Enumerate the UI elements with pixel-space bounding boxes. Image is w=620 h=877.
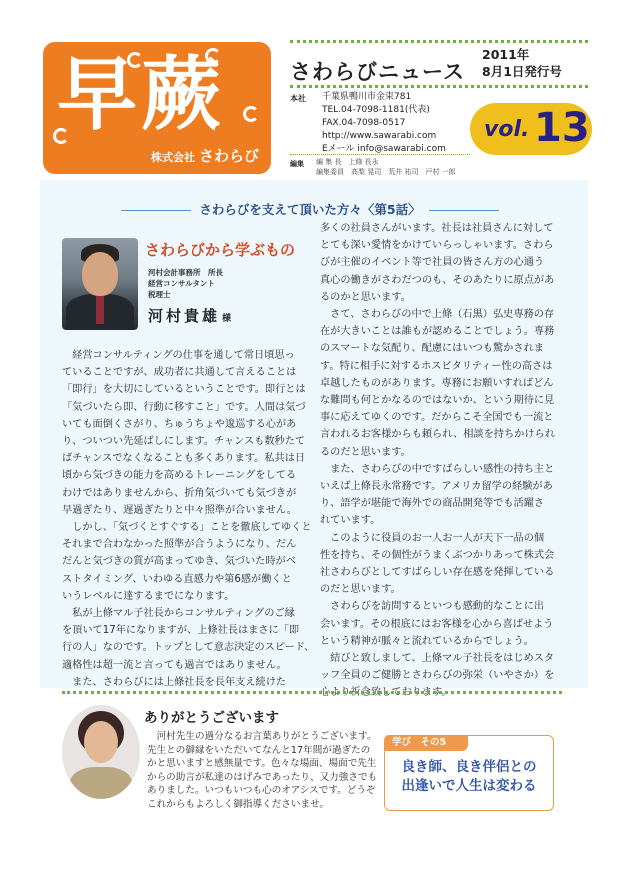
- editor-block: [316, 157, 456, 177]
- header-dotted-rule-editor: [290, 154, 470, 155]
- article-column-right: [320, 220, 555, 702]
- author-name: [148, 305, 231, 326]
- lesson-box: [384, 735, 554, 811]
- section-dotted-rule: [62, 691, 562, 694]
- article-line: いえば上條長永常務です。アメリカ留学の経験があ: [320, 481, 553, 493]
- article-line: さわらびを訪問するといつも感動的なことに出: [320, 601, 545, 613]
- section-title-text: さわらびを支えて頂いた方々〈第5話〉: [199, 202, 421, 217]
- article-line: 経営コンサルティングの仕事を通して常日頃思っ: [62, 350, 295, 361]
- issue-year: 2011年: [482, 47, 530, 62]
- lesson-tab: 学び その5: [384, 735, 468, 751]
- contact-fax: FAX.04-7098-0517: [322, 118, 406, 128]
- issue-day: 8月1日発行号: [482, 64, 562, 79]
- reply-line: 先生との御縁をいただいてなんと17年間が過ぎたの: [147, 744, 371, 756]
- header-dotted-rule-middle: [290, 85, 588, 88]
- article-line: わけではありませんから、折角気づいても気づきが: [62, 487, 297, 499]
- article-line: 在が大きいことは誰もが認めることでしょう。専務: [320, 326, 555, 338]
- contact-tel: TEL.04-7098-1181(代表): [322, 105, 430, 115]
- reply-line: 河村先生の過分なるお言葉ありがとうございます。: [147, 731, 377, 742]
- article-line: ストタイミング、いわゆる直感力や第6感が働くと: [62, 573, 292, 585]
- company-name: [151, 145, 259, 166]
- author-name-text: 河村貴雄: [148, 307, 221, 325]
- article-line: 結びと致しまして、上條マル子社長をはじめスタ: [320, 653, 555, 665]
- article-line: 卓越したものがあります。専務にお願いすればどん: [320, 377, 554, 389]
- profile-line: 税理士: [148, 290, 171, 299]
- editor-members: 編集委員 高梨 晃司 荒井 祐司 戸村 一郎: [316, 168, 456, 176]
- article-line: り、語学が堪能で海外での商品開発等でも活躍さ: [320, 498, 545, 510]
- article-line: それまで合わなかった照準が合うようになり、だん: [62, 539, 297, 551]
- article-line: 頃から気づきの能力を高めるトレーニングをしてる: [62, 470, 297, 482]
- article-line: を頂いて17年になりますが、上條社長はまさに「即: [62, 625, 300, 637]
- article-line: 行の人」なのです。トップとして意志決定のスピード、: [62, 642, 315, 654]
- logo-title: 早蕨: [57, 47, 225, 141]
- header-dotted-rule-top: [290, 40, 588, 43]
- article-line: いうレベルに達するまでになります。: [62, 590, 235, 602]
- photo-face: [82, 252, 118, 296]
- article-line: 多くの社員さんがいます。社長は社員さんに対して: [320, 223, 554, 234]
- author-profile: [148, 267, 223, 300]
- article-line: とても深い愛情をかけていらっしゃいます。さわら: [320, 240, 554, 252]
- article-line: るのかと思います。: [320, 291, 411, 303]
- contact-label: 本社: [290, 94, 306, 103]
- article-line: ばチャンスでなくなることも多くあります。私共は日: [62, 453, 306, 465]
- title-rule-right: [429, 210, 499, 211]
- contact-block: [322, 91, 446, 156]
- reply-line: これからもよろしく御指導くださいませ。: [147, 798, 329, 810]
- president-photo: [62, 705, 140, 799]
- masthead-logo: [43, 42, 271, 174]
- article-line: 心より祈念致しております。: [320, 687, 452, 699]
- article-line: 「気づいたら即、行動に移すこと」です。人間は気づ: [62, 401, 306, 413]
- editor-label: 編集: [290, 160, 304, 168]
- lesson-text: [385, 758, 553, 796]
- contact-url[interactable]: http://www.sawarabi.com: [322, 131, 437, 141]
- reply-line: ありました。いつもいつも心のオアシスです。どうぞ: [147, 785, 376, 797]
- volume-badge: [470, 103, 592, 155]
- article-line: 適格性は超一流と言っても過言ではありません。: [62, 659, 287, 671]
- article-line: れています。: [320, 515, 381, 527]
- editor-chief: 編 集 長 上條 長永: [316, 158, 379, 166]
- article-line: だんと気づきの質が高まってゆき、気づいた時がベ: [62, 556, 296, 568]
- article-line: な難問も何とかなるのではないか、という期待に見: [320, 395, 555, 407]
- article-line: り、ついつい先延ばしにします。チャンスも数秒たて: [62, 436, 306, 448]
- article-line: しかし、「気づくとすぐする」ことを徹底してゆくと: [62, 522, 312, 534]
- issue-date: [482, 46, 562, 80]
- volume-label: vol.: [484, 117, 530, 142]
- volume-number: 13: [534, 105, 590, 151]
- article-line: このように役員のお一人お一人が天下一品の個: [320, 532, 545, 544]
- article-line: 「即行」を大切にしているということです。即行とは: [62, 384, 306, 396]
- article-line: びが主催のイベント等で社員の皆さん方の心通う: [320, 257, 545, 269]
- article-line: 私が上條マル子社長からコンサルティングのご縁: [62, 608, 295, 620]
- article-line: さて、さわらびの中で上條（石黒）弘史専務の存: [320, 309, 555, 321]
- title-rule-left: [121, 210, 191, 211]
- article-line: 性を持ち、その個性がうまくぶつかりあって株式会: [320, 549, 555, 561]
- article-line: 真心の働きがさわだつのも、そのあたりに原点があ: [320, 274, 555, 286]
- article-column-left: [62, 347, 314, 691]
- contact-address: 千葉県鴨川市金束781: [322, 92, 412, 102]
- article-line: いても面倒くさがり、ちゅうちょや逡巡する心があ: [62, 418, 297, 430]
- lesson-line: 出逢いで人生は変わる: [401, 778, 537, 794]
- newsletter-title: さわらびニュース: [290, 60, 465, 84]
- photo-clothing: [70, 767, 132, 799]
- article-line: また、さわらびには上條社長を長年支え続けた: [62, 676, 287, 688]
- article-line: 早過ぎたり、遅過ぎたりと中々照準が合いません。: [62, 504, 297, 516]
- article-line: 言われるお客様からも頼られ、相談を持ちかけられ: [320, 429, 555, 441]
- article-line: 会います。その根底にはお客様を心から喜ばせよう: [320, 618, 554, 630]
- profile-line: 経営コンサルタント: [148, 279, 215, 288]
- lesson-line: 良き師、良き伴侶との: [401, 759, 537, 775]
- photo-tie: [96, 294, 104, 324]
- article-line: また、さわらびの中ですばらしい感性の持ち主と: [320, 463, 555, 475]
- article-line: という精神が脈々と流れているからでしょう。: [320, 635, 534, 647]
- author-honorific: 様: [222, 314, 232, 324]
- reply-line: かと思いますと感無量です。色々な場面、場面で先生: [147, 758, 377, 770]
- reply-line: からの助言が私達のはげみであったり、又力強さでも: [147, 771, 378, 783]
- photo-face: [84, 721, 118, 763]
- article-line: のだと思います。: [320, 584, 401, 596]
- section-title: [0, 200, 620, 218]
- article-line: 社さわらびとしてすばらしい存在感を発揮している: [320, 567, 555, 579]
- article-line: ッフ全員のご健勝とさわらびの弥栄（いやさか）を: [320, 670, 555, 682]
- reply-heading: ありがとうございます: [144, 710, 279, 726]
- reply-body: [147, 730, 377, 812]
- author-photo: [62, 238, 138, 330]
- company-brand: さわらび: [198, 147, 259, 165]
- article-line: す。特に相手に対するホスピタリティー性の高さは: [320, 360, 553, 372]
- contact-email[interactable]: Eメール info@sawarabi.com: [322, 144, 446, 154]
- company-prefix: 株式会社: [150, 151, 195, 164]
- profile-line: 河村会計事務所 所長: [148, 268, 223, 277]
- article-line: るのだと思います。: [320, 446, 411, 458]
- article-line: のスマートな気配り、配慮にはいつも驚かされま: [320, 343, 544, 355]
- swirl-ornament-icon: [243, 106, 259, 122]
- article-line: 事に応えてゆくのです。だからこそ全国でも一流と: [320, 412, 554, 424]
- article-line: ていることですが、成功者に共通して言えることは: [62, 367, 297, 379]
- article-heading: さわらびから学ぶもの: [145, 241, 296, 259]
